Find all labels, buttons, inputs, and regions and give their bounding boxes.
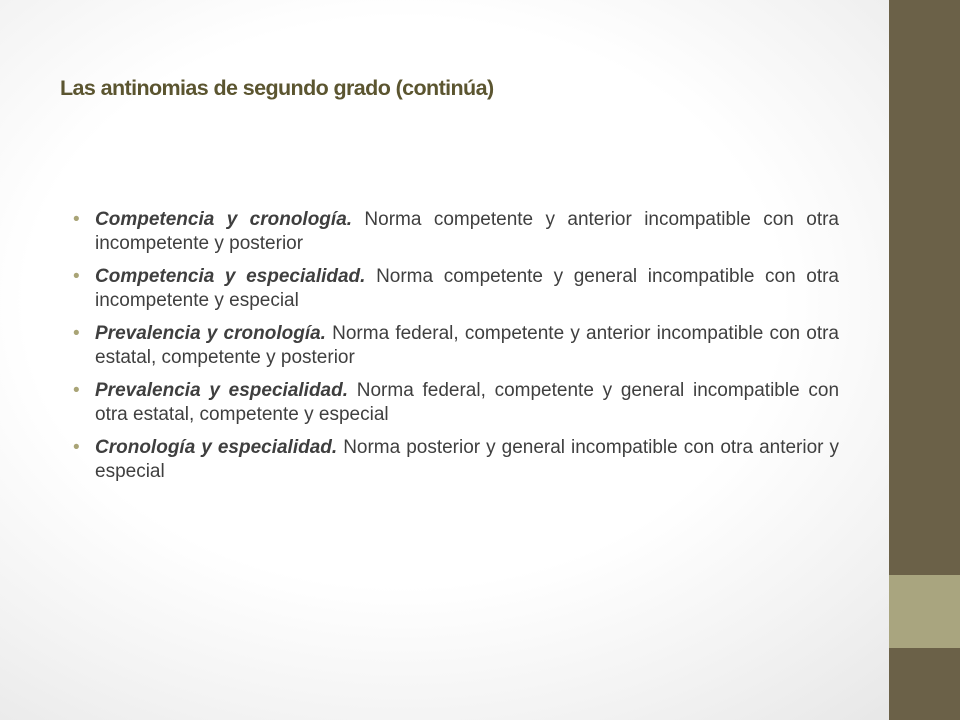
bullet-term: Competencia y cronología. xyxy=(95,209,353,230)
bullet-term: Prevalencia y especialidad. xyxy=(95,380,349,401)
bullet-item xyxy=(73,379,839,427)
sidebar-light-band xyxy=(889,575,960,648)
bullet-text: Norma federal, competente y general incompatible con otra estatal, competente y especial xyxy=(95,380,840,425)
sidebar-dark-bottom xyxy=(889,648,960,720)
bullet-text: Norma posterior y general incompatible con otra anterior y especial xyxy=(95,437,839,482)
bullet-icon: • xyxy=(73,323,80,344)
bullet-item xyxy=(73,265,839,313)
bullet-item xyxy=(73,208,839,256)
bullet-icon: • xyxy=(73,380,80,401)
bullet-text: Norma competente y general incompatible con otra incompetente y especial xyxy=(95,266,839,311)
bullet-icon: • xyxy=(73,266,80,287)
bullet-item xyxy=(73,436,839,484)
bullet-list xyxy=(73,208,839,493)
bullet-text: Norma competente y anterior incompatible con otra incompetente y posterior xyxy=(95,209,840,254)
bullet-term: Competencia y especialidad. xyxy=(95,266,366,287)
slide-title: Las antinomias de segundo grado (continúa) xyxy=(60,76,494,100)
bullet-icon: • xyxy=(73,437,80,458)
bullet-icon: • xyxy=(73,209,80,230)
sidebar-dark-top xyxy=(889,0,960,575)
bullet-text: Norma federal, competente y anterior incompatible con otra estatal, competente y posterior xyxy=(95,323,839,368)
bullet-term: Prevalencia y cronología. xyxy=(95,323,326,344)
bullet-item xyxy=(73,322,839,370)
bullet-term: Cronología y especialidad. xyxy=(95,437,338,458)
